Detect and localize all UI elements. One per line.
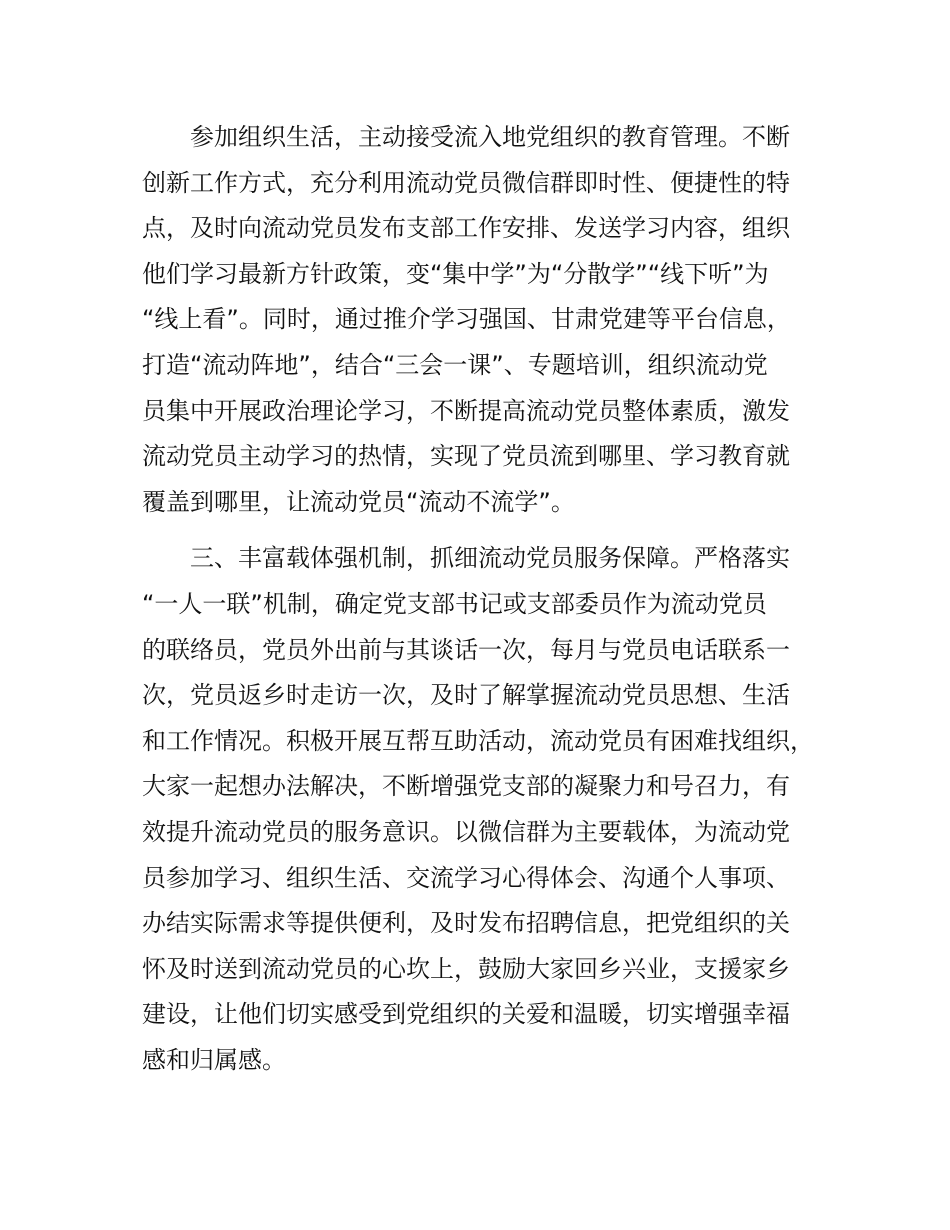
text-line: “线上看”。同时，通过推介学习强国、甘肃党建等平台信息， bbox=[142, 305, 791, 334]
text-line: 的联络员，党员外出前与其谈话一次，每月与党员电话联系一 bbox=[142, 635, 790, 664]
text-line: 参加组织生活，主动接受流入地党组织的教育管理。不断 bbox=[190, 123, 790, 151]
text-line: “一人一联”机制，确定党支部书记或支部委员作为流动党员 bbox=[142, 589, 767, 618]
text-line: 打造“流动阵地”，结合“三会一课”、专题培训，组织流动党 bbox=[142, 350, 768, 379]
text-line: 感和归属感。 bbox=[142, 1045, 286, 1074]
text-line: 办结实际需求等提供便利，及时发布招聘信息，把党组织的关 bbox=[142, 909, 790, 938]
text-line: 覆盖到哪里，让流动党员“流动不流学”。 bbox=[142, 487, 575, 516]
document-body bbox=[142, 115, 838, 1083]
paragraph-spacer bbox=[142, 525, 838, 536]
text-line: 创新工作方式，充分利用流动党员微信群即时性、便捷性的特 bbox=[142, 168, 790, 197]
text-line: 流动党员主动学习的热情，实现了党员流到哪里、学习教育就 bbox=[142, 442, 790, 471]
text-line: 怀及时送到流动党员的心坎上，鼓励大家回乡兴业，支援家乡 bbox=[142, 954, 790, 983]
text-line: 大家一起想办法解决，不断增强党支部的凝聚力和号召力，有 bbox=[142, 772, 790, 801]
text-line: 点，及时向流动党员发布支部工作安排、发送学习内容，组织 bbox=[142, 214, 790, 243]
text-line: 员参加学习、组织生活、交流学习心得体会、沟通个人事项、 bbox=[142, 863, 790, 892]
text-line: 建设，让他们切实感受到党组织的关爱和温暖，切实增强幸福 bbox=[142, 1000, 790, 1029]
text-line: 三、丰富载体强机制，抓细流动党员服务保障。严格落实 bbox=[190, 544, 790, 573]
text-line: 效提升流动党员的服务意识。以微信群为主要载体，为流动党 bbox=[142, 817, 790, 846]
text-line: 和工作情况。积极开展互帮互助活动，流动党员有困难找组织， bbox=[142, 726, 814, 755]
paragraph-service-guarantee bbox=[142, 536, 838, 1083]
paragraph-learning bbox=[142, 115, 838, 525]
text-line: 员集中开展政治理论学习，不断提高流动党员整体素质，激发 bbox=[142, 396, 790, 425]
text-line: 他们学习最新方针政策，变“集中学”为“分散学”“线下听”为 bbox=[142, 259, 769, 288]
text-line: 次，党员返乡时走访一次，及时了解掌握流动党员思想、生活 bbox=[142, 681, 790, 710]
